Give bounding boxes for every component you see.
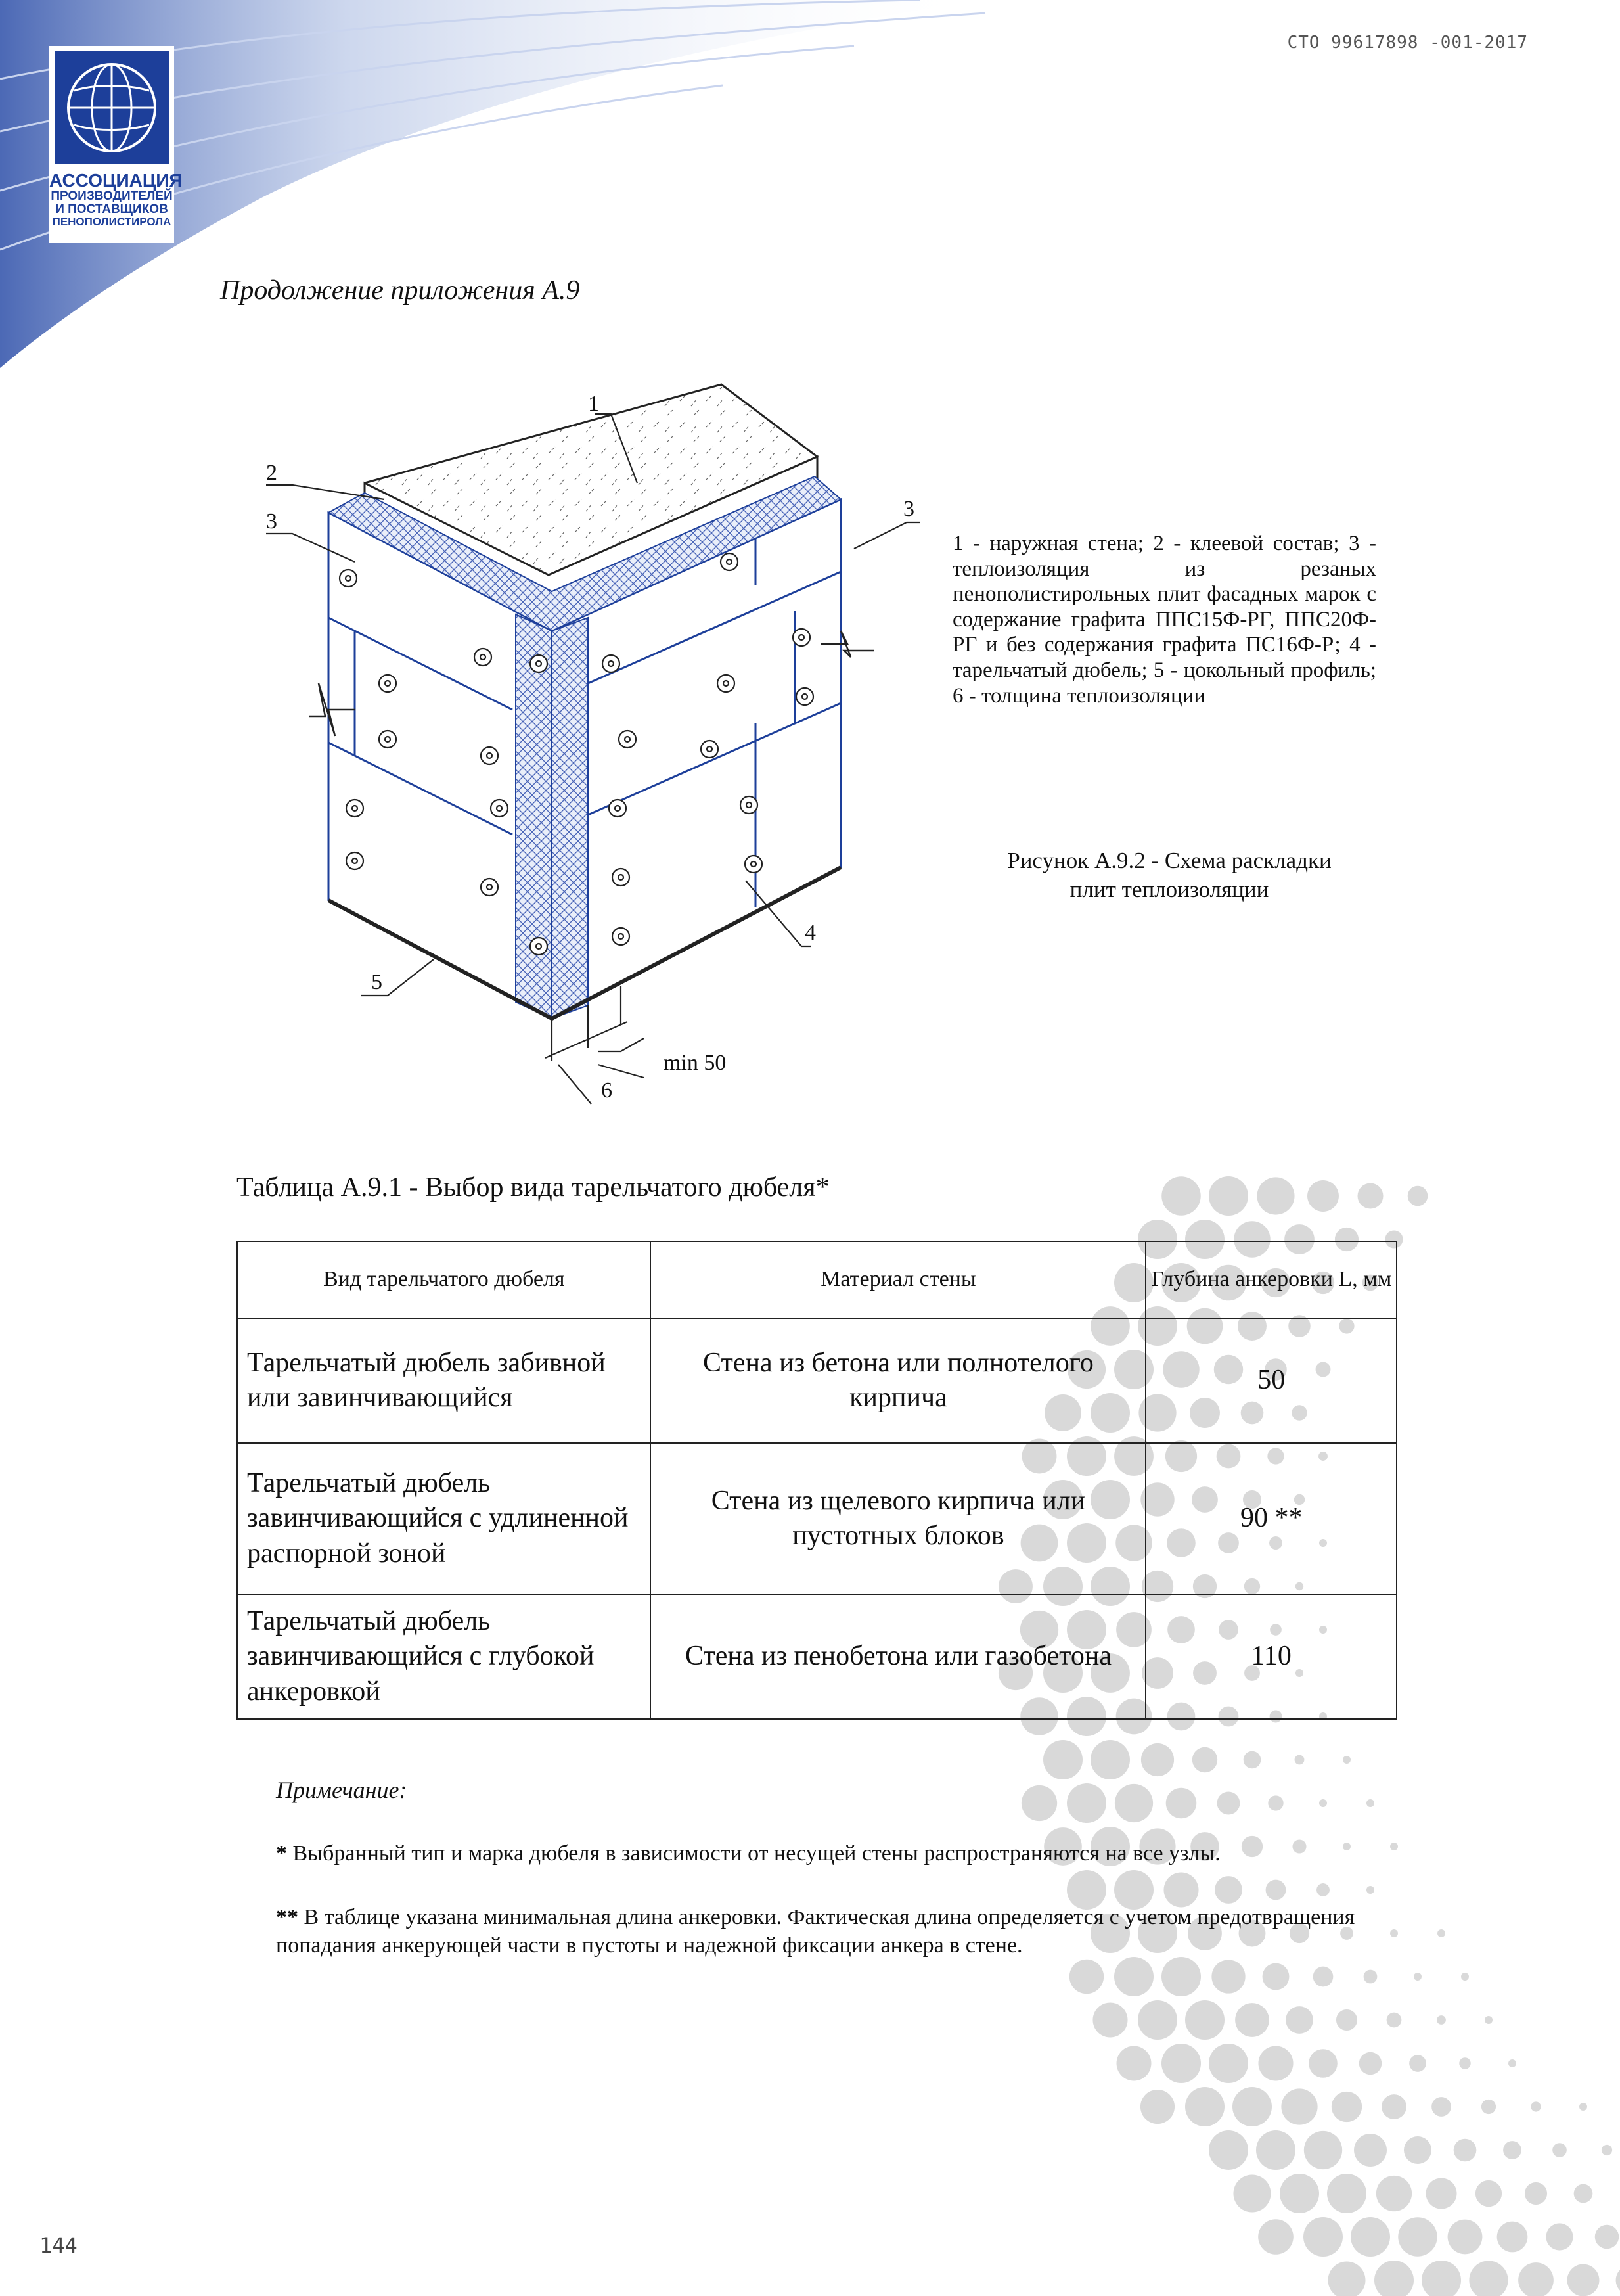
document-code: СТО 99617898 -001-2017 (1287, 33, 1528, 53)
decor-dot (1382, 2094, 1406, 2119)
decor-dot (1437, 1929, 1445, 1937)
decor-dot (1497, 2222, 1528, 2253)
note-marker: * (276, 1841, 287, 1866)
anchoring-depth-cell: 90 ** (1146, 1443, 1397, 1594)
decor-dot (1316, 1883, 1330, 1896)
figure-caption-line: Рисунок А.9.2 - Схема раскладки (1007, 848, 1332, 873)
decor-dot (1163, 1872, 1198, 1907)
logo-text-line: ПЕНОПОЛИСТИРОЛА (52, 216, 171, 229)
decor-dot (1286, 2006, 1313, 2034)
decor-dot (1508, 2059, 1516, 2067)
decor-dot (1258, 2046, 1293, 2080)
decor-dot (1319, 1799, 1327, 1807)
decor-dot (1161, 2044, 1201, 2083)
decor-dot (1366, 1886, 1374, 1894)
decor-dot (1209, 2044, 1248, 2083)
decor-dot (1092, 2002, 1127, 2037)
decor-dot (1043, 1740, 1083, 1779)
decor-dot (1328, 2262, 1366, 2296)
figure-caption-line: плит теплоизоляции (1069, 876, 1269, 902)
decor-dot (1281, 2088, 1317, 2124)
decor-dot (1215, 1876, 1242, 1904)
decor-dot (1364, 1970, 1378, 1984)
decor-dot (1141, 1743, 1174, 1776)
decor-dot (1595, 2225, 1619, 2249)
decor-dot (1525, 2182, 1547, 2205)
dowel-selection-table (236, 1241, 1397, 1720)
decor-dot (1459, 2057, 1471, 2069)
decor-dot (1336, 2009, 1357, 2031)
decor-dot (1161, 1957, 1201, 1996)
decor-dot (1327, 2174, 1366, 2213)
anchoring-depth-cell: 50 (1146, 1318, 1397, 1443)
table-row (237, 1318, 1397, 1443)
decor-dot (1426, 2178, 1456, 2209)
decor-dot (1138, 2000, 1177, 2040)
decor-dot (1414, 1973, 1422, 1981)
note-item (276, 1904, 1393, 1960)
decor-dot (1313, 1967, 1334, 1987)
figure-label-6: 6 (601, 1078, 612, 1103)
decor-dot (1295, 1755, 1305, 1765)
decor-dot (1069, 1960, 1104, 1994)
decor-dot (1185, 2000, 1225, 2040)
dowel-type-cell: Тарельчатый дюбель завинчивающийся с глубокой анкеровкой (237, 1594, 650, 1719)
decor-dot (1469, 2261, 1508, 2296)
decor-dot (1616, 2266, 1620, 2295)
decor-dot (1211, 1960, 1245, 1993)
note-text: В таблице указана минимальная длина анкеровки. Фактическая длина определяется с учетом предотвращения попадания анкерующей части в пустоты и надежной фиксации анкера в стене. (276, 1905, 1355, 1958)
decor-dot (1280, 2174, 1319, 2213)
figure-label-1: 1 (588, 392, 599, 416)
logo-text-line: И ПОСТАВЩИКОВ (55, 202, 168, 217)
decor-dot (1114, 1957, 1154, 1996)
wall-material-cell: Стена из щелевого кирпича или пустотных блоков (650, 1443, 1146, 1594)
decor-dot (1485, 2016, 1493, 2024)
decor-dot (1461, 1973, 1469, 1981)
decor-dot (1303, 2217, 1343, 2257)
decor-dot (1518, 2262, 1554, 2296)
figure-dimension-label: min 50 (664, 1051, 727, 1075)
decor-dot (1409, 2055, 1426, 2072)
decor-dot (1422, 2261, 1461, 2296)
table-title: Таблица А.9.1 - Выбор вида тарельчатого дюбеля* (236, 1172, 830, 1203)
decor-dot (1067, 1783, 1106, 1823)
decor-dot (1257, 1177, 1294, 1214)
figure-caption (939, 846, 1399, 904)
decor-dot (1475, 2180, 1502, 2207)
decor-dot (1376, 2176, 1412, 2211)
decor-dot (1358, 1183, 1384, 1209)
decor-dot (1448, 2220, 1483, 2255)
decor-dot (1431, 2097, 1451, 2117)
decor-dot (1481, 2100, 1496, 2114)
decor-dot (1256, 2130, 1295, 2170)
decor-dot (1304, 2131, 1342, 2169)
wall-material-cell: Стена из бетона или полнотелого кирпича (650, 1318, 1146, 1443)
decor-dot (1454, 2139, 1477, 2162)
note-marker: ** (276, 1905, 298, 1929)
decor-dot (1232, 2087, 1272, 2126)
decor-dot (1166, 1788, 1197, 1819)
logo-text-line: ПРОИЗВОДИТЕЛЕЙ (51, 189, 173, 204)
decor-dot (1354, 2134, 1387, 2167)
table-header-row (237, 1241, 1397, 1318)
decor-dot (1161, 1176, 1201, 1216)
decor-dot (1309, 2049, 1338, 2078)
decor-dot (1209, 1176, 1248, 1216)
decor-dot (1217, 1792, 1240, 1815)
decor-dot (1209, 2130, 1248, 2170)
decor-dot (1359, 2052, 1382, 2075)
decor-dot (1567, 2264, 1600, 2296)
table-row (237, 1594, 1397, 1719)
decor-dot (1022, 1785, 1057, 1821)
decor-dot (1404, 2136, 1431, 2164)
note-text: Выбранный тип и марка дюбеля в зависимости от несущей стены распространяются на все узлы. (292, 1841, 1221, 1866)
decor-dot (1117, 2046, 1152, 2081)
note-item (276, 1840, 1393, 1868)
globe-logo-icon (55, 51, 169, 164)
decor-dot (1579, 2103, 1587, 2111)
decor-dot (1374, 2261, 1414, 2296)
figure-label-2: 2 (266, 461, 277, 485)
figure-label-3-right: 3 (903, 497, 914, 521)
figure-legend: 1 - наружная стена; 2 - клеевой состав; 3 - теплоизоляция из резаных пенополистирольных плит фасадных марок с содержание графита ППС15Ф-РГ, ППС20Ф-РГ и без содержания графита ПС16Ф-Р; 4 - тарельчатый дюбель; 5 - цокольный профиль; 6 - толщина теплоизоляции (953, 532, 1376, 708)
decor-dot (1258, 2219, 1294, 2255)
decor-dot (1140, 2090, 1175, 2124)
wall-material-cell: Стена из пенобетона или газобетона (650, 1594, 1146, 1719)
decor-dot (1531, 2101, 1541, 2111)
figure-label-5: 5 (371, 970, 382, 994)
anchoring-depth-cell: 110 (1146, 1594, 1397, 1719)
decor-dot (1366, 1799, 1374, 1807)
decor-dot (1546, 2223, 1573, 2250)
decor-dot (1343, 1756, 1351, 1764)
decor-dot (1552, 2143, 1567, 2157)
decor-dot (1332, 2092, 1362, 2122)
decor-dot (1266, 1880, 1286, 1900)
figure-label-3-left: 3 (266, 509, 277, 534)
decor-dot (1398, 2217, 1437, 2256)
decor-dot (1244, 1751, 1261, 1769)
figure-label-4: 4 (805, 921, 816, 945)
association-logo (49, 46, 183, 243)
decor-dot (1387, 2013, 1402, 2028)
decor-dot (1263, 1963, 1290, 1990)
decor-dot (1437, 2015, 1446, 2025)
logo-text-line: АССОЦИАЦИЯ (49, 170, 183, 191)
decor-dot (1602, 2145, 1612, 2155)
dowel-type-cell: Тарельчатый дюбель забивной или завинчивающийся (237, 1318, 650, 1443)
decor-dot (1233, 2174, 1271, 2212)
table-row (237, 1443, 1397, 1594)
decor-dot (1408, 1186, 1428, 1206)
page-number: 144 (39, 2233, 78, 2258)
column-header-dowel-type: Вид тарельчатого дюбеля (237, 1241, 650, 1318)
decor-dot (1503, 2141, 1521, 2159)
dowel-type-cell: Тарельчатый дюбель завинчивающийся с удлиненной распорной зоной (237, 1443, 650, 1594)
decor-dot (1185, 2087, 1225, 2126)
column-header-anchoring-depth: Глубина анкеровки L, мм (1146, 1241, 1397, 1318)
decor-dot (1574, 2184, 1593, 2203)
decor-dot (1351, 2217, 1390, 2257)
column-header-wall-material: Материал стены (650, 1241, 1146, 1318)
continuation-heading: Продолжение приложения А.9 (220, 275, 580, 306)
note-label: Примечание: (276, 1777, 407, 1803)
decor-dot (1091, 1740, 1130, 1779)
decor-dot (1192, 1747, 1217, 1772)
insulation-layout-diagram (256, 381, 913, 1117)
decor-dot (1268, 1795, 1283, 1810)
decor-dot (1235, 2003, 1269, 2037)
decor-dot (1307, 1180, 1339, 1212)
decor-dot (1115, 1784, 1153, 1822)
